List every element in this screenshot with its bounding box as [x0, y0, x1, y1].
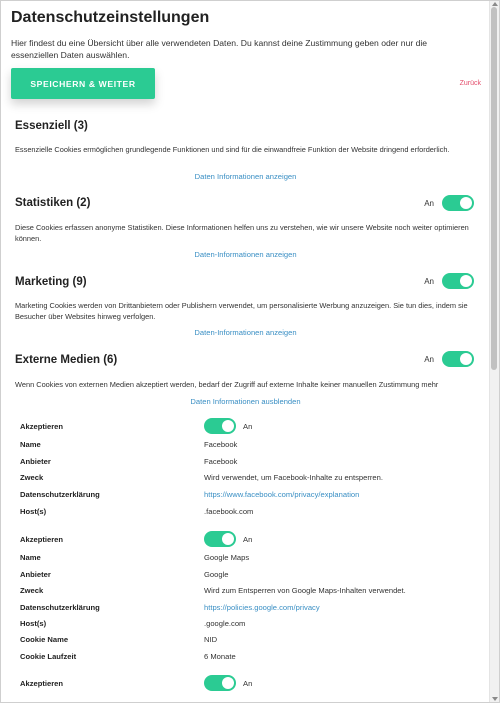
- cookie-duration-label: Cookie Laufzeit: [20, 652, 77, 661]
- dialog-title: Datenschutzeinstellungen: [11, 9, 210, 26]
- scroll-down-arrow-icon[interactable]: [492, 697, 498, 701]
- statistics-toggle-label: An: [424, 198, 434, 208]
- toggle-knob: [222, 677, 234, 689]
- name-label: Name: [20, 553, 41, 562]
- google-maps-hosts: .google.com: [204, 619, 246, 628]
- google-maps-purpose: Wird zum Entsperren von Google Maps-Inhalten verwendet.: [204, 586, 406, 595]
- toggle-knob: [460, 197, 472, 209]
- vertical-scrollbar[interactable]: [489, 1, 499, 702]
- purpose-label: Zweck: [20, 586, 44, 595]
- section-text-statistics: Diese Cookies erfassen anonyme Statistiken. Diese Informationen helfen uns zu verstehen, wie wir unsere Website noch weiter optimieren können.: [15, 223, 469, 243]
- section-title-external-media: Externe Medien (6): [15, 354, 118, 366]
- external-media-toggle-group: [424, 351, 474, 367]
- section-title-essential: Essenziell (3): [15, 120, 88, 132]
- google-maps-accept-state: An: [243, 534, 253, 544]
- facebook-accept-state: An: [243, 421, 253, 431]
- google-maps-cookie-name: NID: [204, 635, 218, 644]
- toggle-knob: [222, 420, 234, 432]
- google-maps-provider: Google: [204, 570, 229, 579]
- provider-label: Anbieter: [20, 457, 51, 466]
- google-maps-privacy-link[interactable]: https://policies.google.com/privacy: [204, 603, 320, 612]
- section-text-essential: Essenzielle Cookies ermöglichen grundlegende Funktionen und sind für die einwandfreie Funktion der Website dringend erforderlich.: [15, 145, 450, 154]
- facebook-accept-toggle-group: [204, 418, 252, 434]
- entry-3-accept-toggle-group: [204, 675, 252, 691]
- google-maps-cookie-duration: 6 Monate: [204, 652, 236, 661]
- marketing-toggle-label: An: [424, 276, 434, 286]
- hosts-label: Host(s): [20, 507, 47, 516]
- facebook-accept-toggle[interactable]: [204, 418, 236, 434]
- purpose-label: Zweck: [20, 473, 44, 482]
- essential-info-link[interactable]: Daten Informationen anzeigen: [194, 172, 297, 181]
- section-title-marketing: Marketing (9): [15, 276, 87, 288]
- back-link[interactable]: Zurück: [459, 80, 481, 87]
- statistics-info-link[interactable]: Daten-Informationen anzeigen: [194, 250, 297, 259]
- scrollbar-thumb[interactable]: [491, 7, 497, 370]
- google-maps-accept-toggle[interactable]: [204, 531, 236, 547]
- cookie-name-label: Cookie Name: [20, 635, 69, 644]
- facebook-name: Facebook: [204, 440, 238, 449]
- dialog-content: [1, 1, 490, 702]
- scroll-up-arrow-icon[interactable]: [492, 2, 498, 6]
- accept-label: Akzeptieren: [20, 422, 64, 431]
- provider-label: Anbieter: [20, 570, 51, 579]
- save-and-continue-button[interactable]: SPEICHERN & WEITER: [11, 68, 155, 99]
- entry-3-accept-toggle[interactable]: [204, 675, 236, 691]
- toggle-knob: [460, 275, 472, 287]
- facebook-privacy-link[interactable]: https://www.facebook.com/privacy/explanation: [204, 490, 360, 499]
- accept-label: Akzeptieren: [20, 679, 64, 688]
- accept-label: Akzeptieren: [20, 535, 64, 544]
- statistics-toggle-group: [424, 195, 474, 211]
- section-title-statistics: Statistiken (2): [15, 197, 91, 209]
- toggle-knob: [222, 533, 234, 545]
- intro-text: Hier findest du eine Übersicht über alle verwendeten Daten. Du kannst deine Zustimmung geben oder nur die essenziellen Daten auswählen.: [11, 38, 428, 60]
- toggle-knob: [460, 353, 472, 365]
- external-media-toggle[interactable]: [442, 351, 474, 367]
- privacy-label: Datenschutzerklärung: [20, 490, 100, 499]
- facebook-purpose: Wird verwendet, um Facebook-Inhalte zu entsperren.: [204, 473, 383, 482]
- privacy-label: Datenschutzerklärung: [20, 603, 100, 612]
- entry-3-accept-state: An: [243, 678, 253, 688]
- marketing-toggle[interactable]: [442, 273, 474, 289]
- external-media-toggle-label: An: [424, 354, 434, 364]
- section-text-marketing: Marketing Cookies werden von Drittanbietern oder Publishern verwendet, um personalisierte Werbung anzuzeigen. Sie tun dies, indem sie Besucher über Websites hinweg verfolgen.: [15, 301, 468, 321]
- hosts-label: Host(s): [20, 619, 47, 628]
- facebook-provider: Facebook: [204, 457, 238, 466]
- google-maps-name: Google Maps: [204, 553, 250, 562]
- google-maps-accept-toggle-group: [204, 531, 252, 547]
- marketing-info-link[interactable]: Daten-Informationen anzeigen: [194, 328, 297, 337]
- name-label: Name: [20, 440, 41, 449]
- statistics-toggle[interactable]: [442, 195, 474, 211]
- marketing-toggle-group: [424, 273, 474, 289]
- facebook-hosts: .facebook.com: [204, 507, 254, 516]
- section-text-external-media: Wenn Cookies von externen Medien akzeptiert werden, bedarf der Zugriff auf externe Inhalte keiner manuellen Zustimmung mehr: [15, 380, 439, 389]
- external-media-info-link[interactable]: Daten Informationen ausblenden: [190, 397, 301, 406]
